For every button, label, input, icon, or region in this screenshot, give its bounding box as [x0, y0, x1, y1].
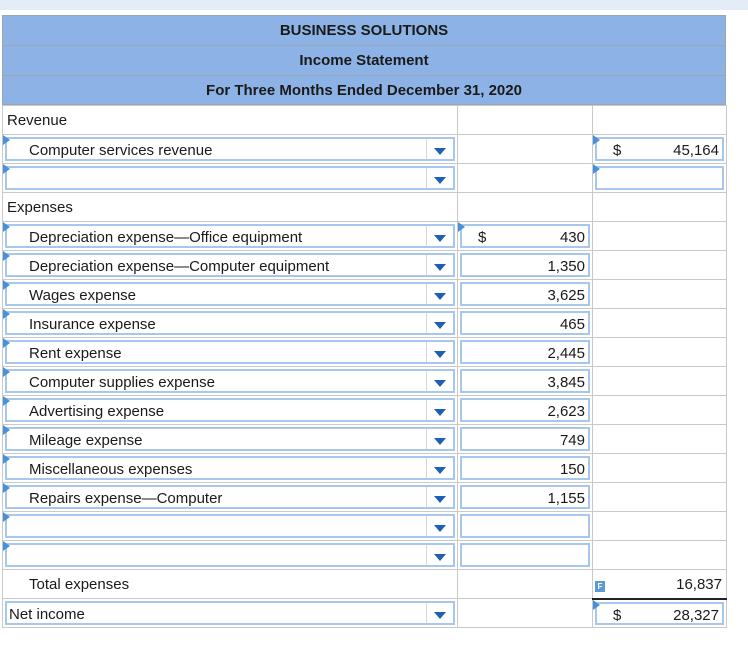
expense-amount: 465	[559, 316, 585, 333]
cell-flag-icon	[3, 135, 10, 145]
expense-row	[3, 425, 727, 454]
expense-account-select[interactable]	[5, 485, 455, 509]
expense-account-select[interactable]	[5, 224, 455, 248]
expense-row	[3, 222, 727, 251]
currency-symbol: $	[613, 142, 622, 159]
expense-amount-input[interactable]	[460, 456, 590, 480]
revenue-label: Revenue	[3, 106, 458, 135]
net-income-select[interactable]	[5, 601, 455, 625]
chevron-down-icon[interactable]	[426, 603, 453, 623]
expense-amount-input[interactable]	[460, 311, 590, 335]
expense-account-select[interactable]	[5, 398, 455, 422]
cell-flag-icon	[3, 164, 10, 174]
company-name: BUSINESS SOLUTIONS	[2, 15, 726, 45]
total-expenses-amount: 16,837	[676, 576, 722, 593]
income-statement-sheet	[2, 15, 726, 628]
net-income-row	[3, 599, 727, 628]
expense-account-name: Depreciation expense—Computer equipment	[29, 258, 330, 275]
formula-badge-icon: F	[595, 581, 605, 592]
expense-row	[3, 396, 727, 425]
statement-table	[2, 105, 727, 628]
cell-flag-icon	[593, 600, 600, 610]
expense-amount: 1,155	[547, 490, 585, 507]
expense-account-select[interactable]	[5, 253, 455, 277]
cell-flag-icon	[3, 483, 10, 493]
expense-amount-input[interactable]	[460, 427, 590, 451]
revenue-amount-input[interactable]	[595, 137, 724, 161]
expense-amount-input[interactable]	[460, 340, 590, 364]
expense-amount-input[interactable]	[460, 398, 590, 422]
revenue-amount-input[interactable]	[595, 166, 724, 190]
currency-symbol: $	[613, 606, 622, 624]
chevron-down-icon[interactable]	[426, 371, 453, 391]
expense-amount: 3,625	[547, 287, 585, 304]
expense-amount-input[interactable]	[460, 224, 590, 248]
expense-amount: 3,845	[547, 374, 585, 391]
revenue-amount: 45,164	[673, 142, 719, 159]
total-expenses-row	[3, 570, 727, 599]
expense-amount-input[interactable]	[460, 514, 590, 538]
cell-flag-icon	[593, 164, 600, 174]
expense-account-name: Depreciation expense—Office equipment	[29, 229, 303, 246]
revenue-account-select[interactable]	[5, 137, 455, 161]
expense-amount-input[interactable]	[460, 543, 590, 567]
expense-row	[3, 483, 727, 512]
expense-account-select[interactable]	[5, 311, 455, 335]
cell-flag-icon	[3, 338, 10, 348]
chevron-down-icon[interactable]	[426, 255, 453, 275]
expense-account-name: Computer supplies expense	[29, 374, 215, 391]
expense-account-select[interactable]	[5, 340, 455, 364]
cell-flag-icon	[593, 135, 600, 145]
cell-flag-icon	[3, 541, 10, 551]
expense-amount-input[interactable]	[460, 485, 590, 509]
expense-account-name: Insurance expense	[29, 316, 156, 333]
expense-row	[3, 251, 727, 280]
chevron-down-icon[interactable]	[426, 545, 453, 565]
expense-amount: 430	[559, 229, 585, 246]
expense-account-select[interactable]	[5, 427, 455, 451]
net-income-input[interactable]	[595, 602, 724, 626]
cell-flag-icon	[458, 222, 465, 232]
expense-amount: 2,445	[547, 345, 585, 362]
statement-title: Income Statement	[2, 45, 726, 75]
expenses-heading-row	[3, 193, 727, 222]
chevron-down-icon[interactable]	[426, 139, 453, 159]
net-income-label: Net income	[9, 606, 85, 623]
chevron-down-icon[interactable]	[426, 429, 453, 449]
revenue-account-name: Computer services revenue	[29, 142, 213, 159]
expense-row	[3, 512, 727, 541]
expense-account-name: Wages expense	[29, 287, 137, 304]
chevron-down-icon[interactable]	[426, 226, 453, 246]
expenses-label: Expenses	[3, 193, 458, 222]
chevron-down-icon[interactable]	[426, 400, 453, 420]
expense-amount-input[interactable]	[460, 253, 590, 277]
expense-account-name: Advertising expense	[29, 403, 165, 420]
expense-row	[3, 367, 727, 396]
chevron-down-icon[interactable]	[426, 487, 453, 507]
expense-account-select[interactable]	[5, 543, 455, 567]
revenue-row	[3, 164, 727, 193]
total-expenses-label: Total expenses	[3, 570, 458, 599]
chevron-down-icon[interactable]	[426, 313, 453, 333]
chevron-down-icon[interactable]	[426, 516, 453, 536]
expense-account-name: Rent expense	[29, 345, 122, 362]
expense-account-select[interactable]	[5, 282, 455, 306]
revenue-heading-row	[3, 106, 727, 135]
expense-row	[3, 454, 727, 483]
cell-flag-icon	[3, 512, 10, 522]
cell-flag-icon	[3, 396, 10, 406]
chevron-down-icon[interactable]	[426, 284, 453, 304]
revenue-account-select[interactable]	[5, 166, 455, 190]
expense-amount: 1,350	[547, 258, 585, 275]
expense-row	[3, 541, 727, 570]
cell-flag-icon	[3, 280, 10, 290]
expense-account-name: Repairs expense—Computer	[29, 490, 223, 507]
chevron-down-icon[interactable]	[426, 342, 453, 362]
chevron-down-icon[interactable]	[426, 458, 453, 478]
expense-amount-input[interactable]	[460, 369, 590, 393]
expense-account-name: Mileage expense	[29, 432, 143, 449]
top-band	[0, 0, 748, 10]
cell-flag-icon	[3, 367, 10, 377]
statement-period: For Three Months Ended December 31, 2020	[2, 75, 726, 105]
expense-amount: 749	[559, 432, 585, 449]
cell-flag-icon	[3, 222, 10, 232]
currency-symbol: $	[478, 229, 487, 246]
expense-account-name: Miscellaneous expenses	[29, 461, 193, 478]
cell-flag-icon	[3, 309, 10, 319]
expense-row	[3, 309, 727, 338]
net-income-amount: 28,327	[673, 606, 719, 624]
revenue-row	[3, 135, 727, 164]
expense-amount-input[interactable]	[460, 282, 590, 306]
cell-flag-icon	[3, 454, 10, 464]
expense-row	[3, 338, 727, 367]
cell-flag-icon	[3, 251, 10, 261]
expense-account-select[interactable]	[5, 369, 455, 393]
expense-account-select[interactable]	[5, 514, 455, 538]
chevron-down-icon[interactable]	[426, 168, 453, 188]
cell-flag-icon	[3, 425, 10, 435]
expense-row	[3, 280, 727, 309]
expense-amount: 150	[559, 461, 585, 478]
expense-amount: 2,623	[547, 403, 585, 420]
expense-account-select[interactable]	[5, 456, 455, 480]
